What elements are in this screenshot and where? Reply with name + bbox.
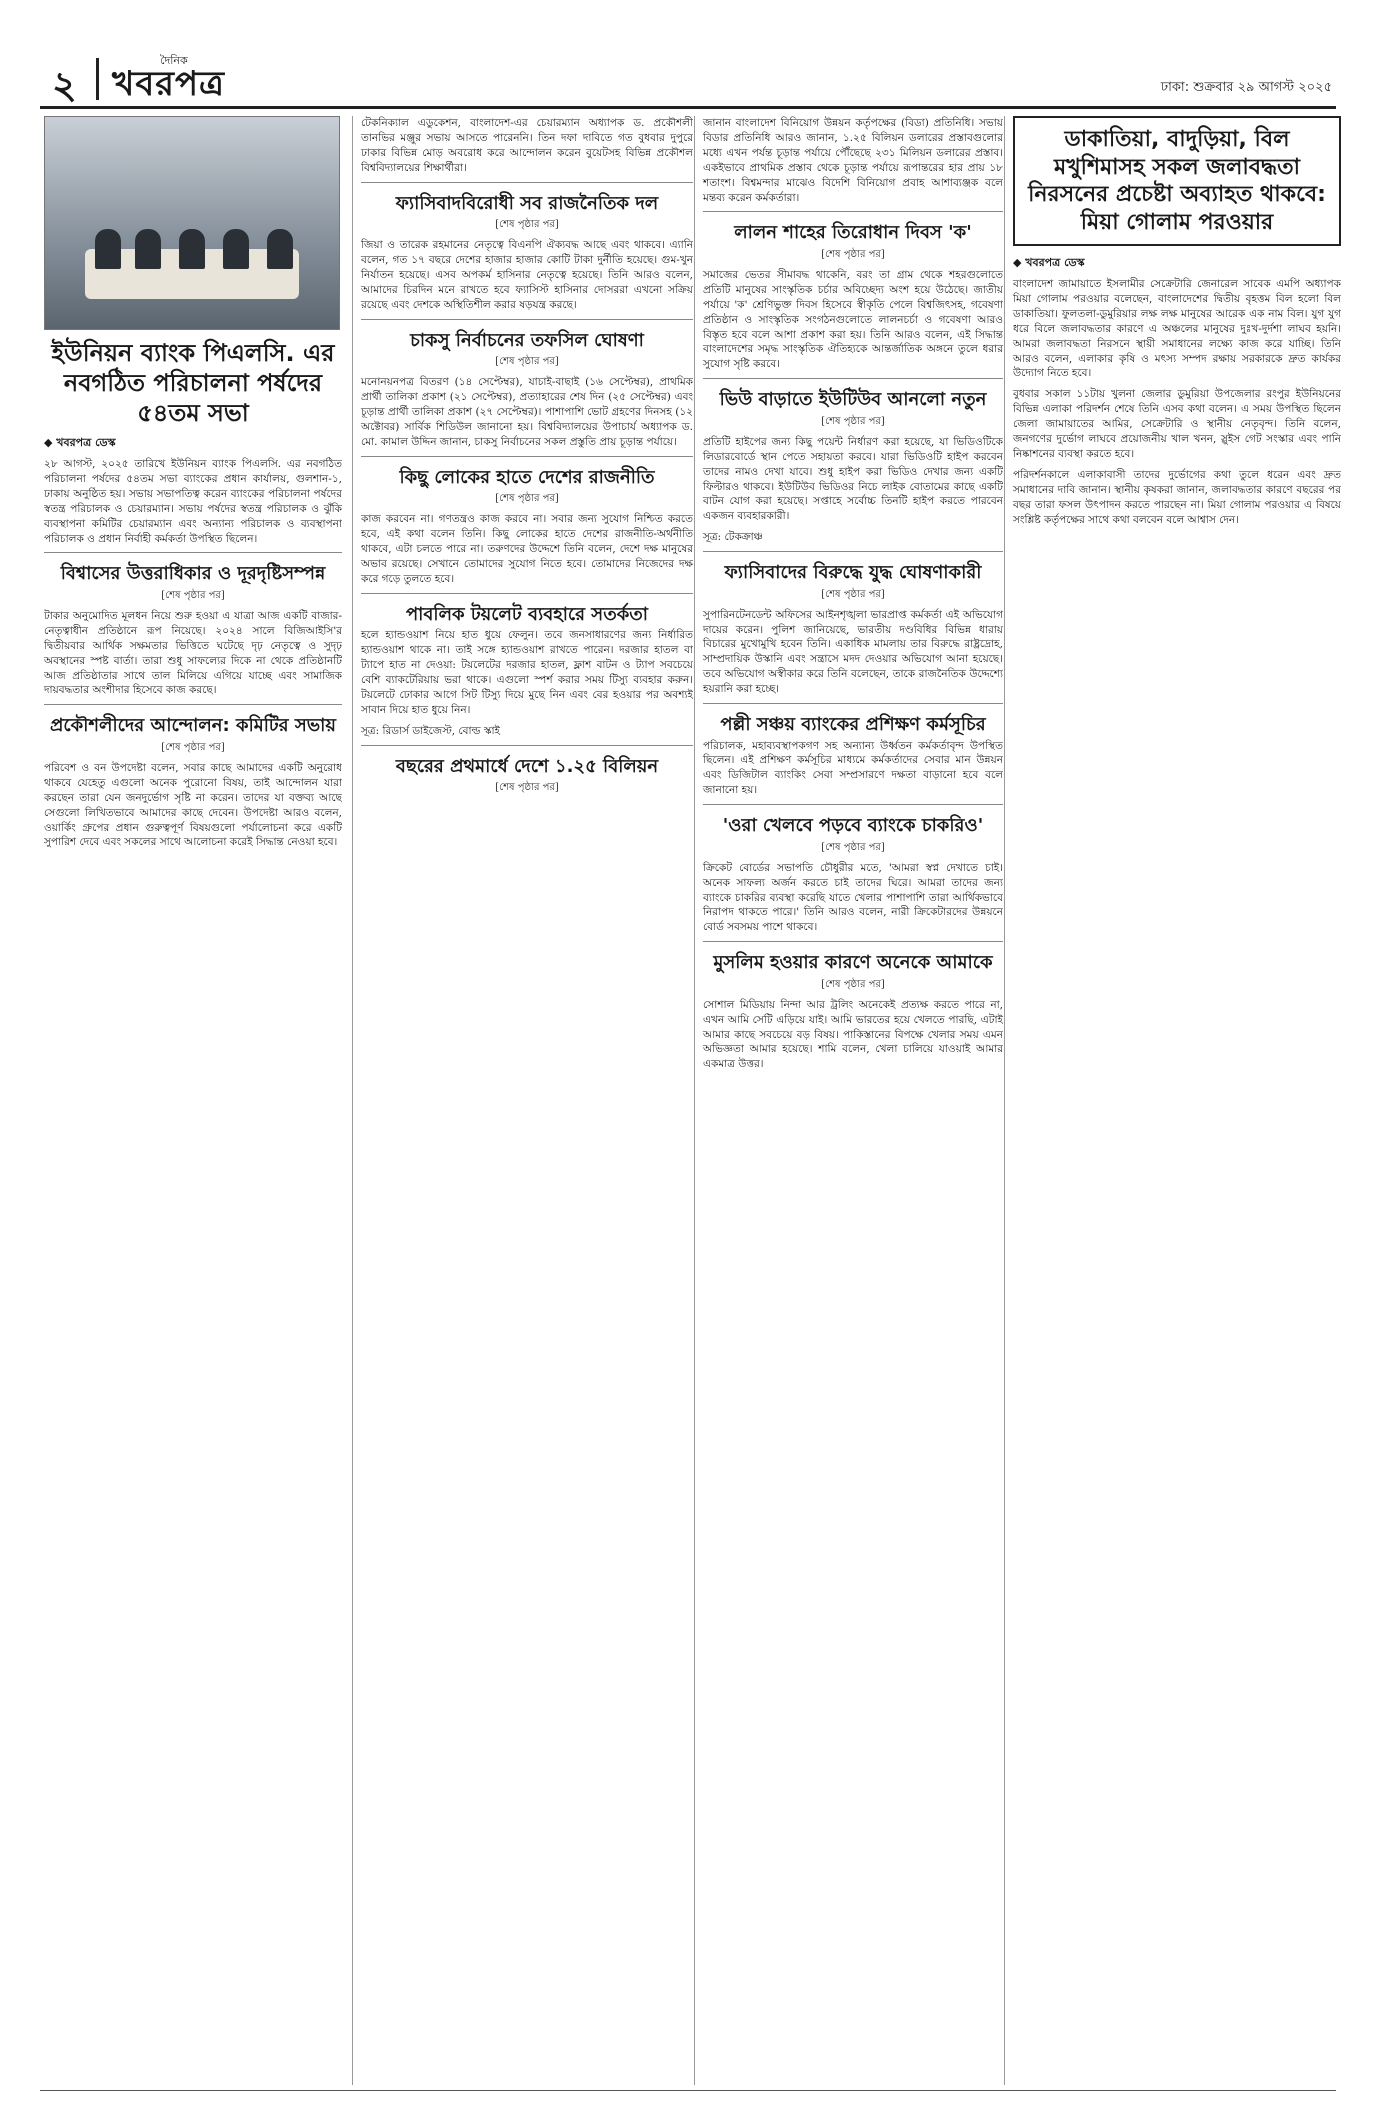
war-body: সুপারিনটেনডেন্ট অফিসের আইনশৃঙ্খলা ভারপ্রাপ্ত কর্মকর্তা এই অভিযোগ দায়ের করেন। পুলিশ জানিয়েছে, ভারতীয় দণ্ডবিধির বিভিন্ন ধারায় বিচারের মুখোমুখি হবেন তিনি। একাধিক মামলায় তার বিরুদ্ধে রাষ্ট্রদ্রোহ, সাম্প্রদায়িক উস্কানি এবং সন্ত্রাসে মদদ দেওয়ার অভিযোগ আনা হয়েছে। তবে অভিযোগ অস্বীকার করে তিনি বলেছেন, তাকে রাজনৈতিক উদ্দেশ্যে হয়রানি করা হচ্ছে। — [703, 608, 1003, 696]
divider — [703, 551, 1003, 552]
remittance-continued: [শেষ পৃষ্ঠার পর] — [495, 782, 559, 794]
muslim-continued: [শেষ পৃষ্ঠার পর] — [821, 978, 885, 990]
fascism-intro: টেকনিক্যাল এডুকেশন, বাংলাদেশ-এর চেয়ারম্যান অধ্যাপক ড. প্রকৌশলী তানভির মঞ্জুর সভায় আসতে পারেননি। তিন দফা দাবিতে গত বুধবার দুপুরে ঢাকার বিভিন্ন মোড় অবরোধ করে আন্দোলন করেন বুয়েটসহ বিভিন্ন প্রকৌশল বিশ্ববিদ্যালয়ের শিক্ষার্থীরা। — [361, 117, 693, 174]
divider — [361, 182, 693, 183]
mia-headline-box — [1013, 116, 1341, 246]
muslim-body: সোশাল মিডিয়ায় নিন্দা আর ট্রলিং অনেকেই প্রত্যক্ষ করতে পারে না, এখন আমি সেটি এড়িয়ে যাই। আমি ভারতের হয়ে খেলতে পারছি, এটাই আমার কাছে সবচেয়ে বড় বিষয়। পাকিস্তানের বিপক্ষে খেলার সময় এমন অভিজ্ঞতা আমার হয়েছে। শামি বলেন, খেলা চালিয়ে যাওয়াই আমার একমাত্র উত্তর। — [703, 998, 1003, 1071]
divider — [361, 593, 693, 594]
masthead-divider — [96, 58, 99, 100]
engineers-continued: [শেষ পৃষ্ঠার পর] — [161, 741, 225, 753]
photo-person — [267, 229, 293, 269]
photo-person — [179, 229, 205, 269]
youtube-headline[interactable]: ভিউ বাড়াতে ইউটিউব আনলো নতুন — [719, 389, 987, 411]
divider — [703, 941, 1003, 942]
dateline: ঢাকা: শুক্রবার ২৯ আগস্ট ২০২৫ — [1160, 80, 1332, 95]
divider — [703, 703, 1003, 704]
meeting-photo — [44, 116, 340, 330]
trust-headline[interactable]: বিশ্বাসের উত্তরাধিকার ও দূরদৃষ্টিসম্পন্ন — [60, 563, 326, 585]
lalon-continued: [শেষ পৃষ্ঠার পর] — [821, 248, 885, 260]
divider — [703, 378, 1003, 379]
wara-continued: [শেষ পৃষ্ঠার পর] — [821, 841, 885, 853]
trust-continued: [শেষ পৃষ্ঠার পর] — [161, 589, 225, 601]
ucb-headline[interactable]: ইউনিয়ন ব্যাংক পিএলসি. এর নবগঠিত পরিচালনা পর্ষদের ৫৪তম সভা — [51, 339, 335, 427]
palli-headline[interactable]: পল্লী সঞ্চয় ব্যাংকের প্রশিক্ষণ কর্মসূচির — [720, 714, 986, 736]
toilet-body: হলে হ্যান্ডওয়াশ নিয়ে হাত ধুয়ে ফেলুন। তবে জনসাধারণের জন্য নির্ধারিত হ্যান্ডওয়াশ থাকে না। তাই সঙ্গে হ্যান্ডওয়াশ রাখতে পারেন। দরজার হাতল বা ট্যাপে হাত না দেওয়া: টয়লেটের দরজার হাতল, ফ্লাশ বাটন ও ট্যাপ সবচেয়ে বেশি ব্যাকটেরিয়ায় ভরা থাকে। এগুলো স্পর্শ করার সময় টিস্যু ব্যবহার করুন। টয়লেটে ঢোকার আগে সিট টিস্যু দিয়ে মুছে নিন এবং বের হওয়ার পর অবশ্যই সাবান দিয়ে হাত ধুয়ে নিন। — [361, 629, 693, 716]
remittance-headline[interactable]: বছরের প্রথমার্ধে দেশে ১.২৫ বিলিয়ন — [395, 755, 659, 777]
divider — [703, 804, 1003, 805]
divider — [44, 704, 342, 705]
war-continued: [শেষ পৃষ্ঠার পর] — [821, 588, 885, 600]
divider — [361, 745, 693, 746]
page-number: ২ — [52, 63, 77, 107]
mia-headline[interactable]: ডাকাতিয়া, বাদুড়িয়া, বিল মখুশিমাসহ সকল জলাবদ্ধতা নিরসনের প্রচেষ্টা অব্যাহত থাকবে: মিয়া গোলাম পরওয়ার — [1028, 127, 1326, 235]
muslim-headline[interactable]: মুসলিম হওয়ার কারণে অনেকে আমাকে — [713, 952, 993, 974]
lalon-headline[interactable]: লালন শাহের তিরোধান দিবস 'ক' — [734, 222, 972, 244]
chakshu-headline[interactable]: চাকসু নির্বাচনের তফসিল ঘোষণা — [410, 329, 644, 351]
war-headline[interactable]: ফ্যাসিবাদের বিরুদ্ধে যুদ্ধ ঘোষণাকারী — [724, 562, 982, 584]
engineers-headline[interactable]: প্রকৌশলীদের আন্দোলন: কমিটির সভায় — [50, 715, 336, 737]
toilet-source: সূত্র: রিডার্স ডাইজেস্ট, বোল্ড স্কাই — [361, 724, 500, 737]
column-2 — [352, 116, 693, 2085]
mia-desk: ◆ খবরপত্র ডেস্ক — [1013, 256, 1085, 269]
engineers-body: পরিবেশ ও বন উপদেষ্টা বলেন, সবার কাছে আমাদের একটি অনুরোধ থাকবে যেহেতু এগুলো অনেক পুরোনো বিষয়, তাই আন্দোলন যারা করছেন তারা যেন জনদুর্ভোগ সৃষ্টি না করেন। তাদের যা বক্তব্য আছে সেগুলো লিখিতভাবে আমাদের কাছে দেবেন। উপদেষ্টা আরও বলেন, ওয়ার্কিং গ্রুপের প্রধান গুরুত্বপূর্ণ বিষয়গুলো পর্যালোচনা করে একটি সুপারিশ দেবে এবং সকলের সাথে আলোচনা করেই সিদ্ধান্ত নেওয়া হবে। — [44, 761, 342, 849]
toilet-headline[interactable]: পাবলিক টয়লেট ব্যবহারে সতর্কতা — [405, 603, 649, 625]
divider — [703, 211, 1003, 212]
divider — [361, 319, 693, 320]
mia-body-3: পরিদর্শনকালে এলাকাবাসী তাদের দুর্ভোগের কথা তুলে ধরেন এবং দ্রুত সমাধানের দাবি জানান। স্থানীয় কৃষকরা জানান, জলাবদ্ধতার কারণে বছরের পর বছর তারা ফসল উৎপাদন করতে পারছেন না। মিয়া গোলাম পরওয়ার এ বিষয়ে সংশ্লিষ্ট কর্তৃপক্ষের সাথে কথা বলবেন বলে আশ্বাস দেন। — [1013, 468, 1341, 526]
politics-continued: [শেষ পৃষ্ঠার পর] — [495, 493, 559, 505]
youtube-continued: [শেষ পৃষ্ঠার পর] — [821, 415, 885, 427]
chakshu-continued: [শেষ পৃষ্ঠার পর] — [495, 356, 559, 368]
column-3 — [694, 116, 1003, 2085]
divider — [44, 552, 342, 553]
trust-body: টাকার অনুমোদিত মূলধন নিয়ে শুরু হওয়া এ যাত্রা আজ একটি বাজার-নেতৃত্বাধীন প্রতিষ্ঠানে রূপ নিয়েছে। ২০২৪ সালে বিজিআইসি'র দ্বিতীয়বার আর্থিক সক্ষমতার ভিত্তিতে ঘটেছে দৃঢ় নেতৃত্বে ও সুদৃঢ় অবস্থানের স্পষ্ট বার্তা। তারা শুধু সাফল্যের দিকে না থেকে প্রতিষ্ঠানটি আজ প্রতিষ্ঠাতার সাথে তাল মিলিয়ে এগিয়ে যাচ্ছে এবং সামাজিক দায়বদ্ধতার অংশীদার হিসেবে কাজ করছে। — [44, 609, 342, 697]
mia-body-2: বুধবার সকাল ১১টায় খুলনা জেলার ডুমুরিয়া উপজেলার রংপুর ইউনিয়নের বিভিন্ন এলাকা পরিদর্শন শেষে তিনি এসব কথা বলেন। এ সময় উপস্থিত ছিলেন জেলা জামায়াতের আমির, সেক্রেটারি ও স্থানীয় নেতৃবৃন্দ। তিনি বলেন, জনগণের দুর্ভোগ লাঘবে প্রয়োজনীয় খাল খনন, স্লুইস গেট সংস্কার এবং পানি নিষ্কাশনের ব্যবস্থা করতে হবে। — [1013, 388, 1341, 460]
wara-body: ক্রিকেট বোর্ডের সভাপতি চৌধুরীর মতে, 'আমরা স্বপ্ন দেখাতে চাই। অনেক সাফল্য অর্জন করতে চাই তাদের ঘিরে। আমরা তাদের জন্য ব্যাংকে চাকরির ব্যবস্থা করেছি যাতে খেলার পাশাপাশি তারা আর্থিকভাবে নিরাপদ থাকতে পারে।' তিনি আরও বলেন, নারী ক্রিকেটারদের উন্নয়নে বোর্ড সবসময় পাশে থাকবে। — [703, 861, 1003, 934]
fascism-continued: [শেষ পৃষ্ঠার পর] — [495, 219, 559, 231]
column-1 — [44, 116, 342, 2085]
chakshu-body: মনোনয়নপত্র বিতরণ (১৪ সেপ্টেম্বর), যাচাই-বাছাই (১৬ সেপ্টেম্বর), প্রাথমিক প্রার্থী তালিকা প্রকাশ (২১ সেপ্টেম্বর), প্রত্যাহারের শেষ দিন (২৫ সেপ্টেম্বর) এবং চূড়ান্ত প্রার্থী তালিকা প্রকাশ (২৭ সেপ্টেম্বর)। পাশাপাশি ভোট গ্রহণের দিনসহ (১২ অক্টোবর) সার্বিক শিডিউল জানানো হয়। বিশ্ববিদ্যালয়ের উপাচার্য অধ্যাপক ড. মো. কামাল উদ্দিন জানান, চাকসু নির্বাচনের সকল প্রস্তুতি প্রায় চূড়ান্ত পর্যায়ে। — [361, 376, 693, 448]
fascism-body: জিয়া ও তারেক রহমানের নেতৃত্বে বিএনপি ঐক্যবদ্ধ আছে এবং থাকবে। এ্যানি বলেন, গত ১৭ বছরে দেশের হাজার হাজার কোটি টাকা দুর্নীতি হয়েছে। গুম-খুন নির্যাতন হয়েছে। এসব অপকর্ম হাসিনার নেতৃত্বে হয়েছে। তিনি আরও বলেন, আমাদের চিরদিন মনে রাখতে হবে ফ্যাসিস্ট হাসিনার দোসররা এখনো সক্রিয় রয়েছে এবং দেশকে অস্থিতিশীল করার ষড়যন্ত্র করছে। — [361, 239, 693, 311]
column-4 — [1004, 116, 1341, 2085]
fascism-headline[interactable]: ফ্যাসিবাদবিরোধী সব রাজনৈতিক দল — [395, 192, 659, 214]
youtube-body: প্রতিটি হাইপের জন্য কিছু পয়েন্ট নির্ধারণ করা হয়েছে, যা ভিডিওটিকে লিডারবোর্ডে স্থান পেতে সহায়তা করবে। যারা ভিডিওটি হাইপ করবেন তাদের নামও দেখা যাবে। শুধু হাইপ করা ভিডিও দেখার জন্য একটি ফিল্টারও থাকবে। ইউটিউব ভিডিওর নিচে লাইক বোতামের কাছে একটি বাটন যোগ করা হয়েছে। সপ্তাহে সর্বোচ্চ তিনটি হাইপ করতে পারবেন একজন ব্যবহারকারী। — [703, 435, 1003, 523]
ucb-desk: ◆ খবরপত্র ডেস্ক — [44, 436, 116, 449]
wara-headline[interactable]: 'ওরা খেলবে পড়বে ব্যাংকে চাকরিও' — [722, 815, 984, 837]
photo-person — [223, 229, 249, 269]
paper-name: খবরপত্র — [112, 64, 226, 104]
mia-body: বাংলাদেশ জামায়াতে ইসলামীর সেক্রেটারি জেনারেল সাবেক এমপি অধ্যাপক মিয়া গোলাম পরওয়ার বলেছেন, বাংলাদেশের দ্বিতীয় বৃহত্তম বিল হলো বিল ডাকাতিয়া। ফুলতলা-ডুমুরিয়ার লক্ষ লক্ষ মানুষের আরেক এক নাম বিল। যুগ যুগ ধরে বিলে জলাবদ্ধতার কারণে এ অঞ্চলের মানুষের দুঃখ-দুর্দশা লাঘব হয়নি। আমরা জলাবদ্ধতা নিরসনে স্থায়ী সমাধানের লক্ষ্যে কাজ করে যাচ্ছি। তিনি আরও বলেন, এলাকার কৃষি ও মৎস্য সম্পদ রক্ষায় সরকারকে দ্রুত কার্যকর উদ্যোগ নিতে হবে। — [1013, 278, 1341, 380]
masthead — [40, 52, 1336, 109]
palli-body: পরিচালক, মহাব্যবস্থাপকগণ সহ অন্যান্য উর্ধ্বতন কর্মকর্তাবৃন্দ উপস্থিত ছিলেন। এই প্রশিক্ষণ কর্মসূচির মাধ্যমে কর্মকর্তাদের সেবার মান উন্নয়ন এবং ডিজিটাল ব্যাংকিং সেবা সম্প্রসারণে দক্ষতা বাড়ানো হবে বলে জানানো হয়। — [703, 739, 1003, 797]
divider — [361, 456, 693, 457]
photo-person — [135, 229, 161, 269]
paper-tag: দৈনিক — [160, 54, 188, 67]
ucb-body: ২৮ আগস্ট, ২০২৫ তারিখে ইউনিয়ন ব্যাংক পিএলসি. এর নবগঠিত পরিচালনা পর্ষদের ৫৪তম সভা ব্যাংকের প্রধান কার্যালয়, গুলশান-১, ঢাকায় অনুষ্ঠিত হয়। সভায় সভাপতিত্ব করেন ব্যাংকের পরিচালনা পর্ষদের স্বতন্ত্র পরিচালক ও চেয়ারম্যান। সভায় পর্ষদের স্বতন্ত্র পরিচালক ও ঝুঁকি ব্যবস্থাপনা কমিটির চেয়ারম্যান এবং অন্যান্য পরিচালক ও ব্যবস্থাপনা পরিচালক ও প্রধান নির্বাহী কর্মকর্তা উপস্থিত ছিলেন। — [44, 458, 342, 545]
politics-body: কাজ করবেন না। গণতন্ত্রও কাজ করবে না। সবার জন্য সুযোগ নিশ্চিত করতে হবে, এই কথা বলেন তিনি। কিছু লোকের হাতে দেশের রাজনীতি-অর্থনীতি থাকবে, এটা চলতে পারে না। তরুণদের উদ্দেশে তিনি বলেন, দেশে দক্ষ মানুষের অভাব রয়েছে। সেখানে তোমাদের সুযোগ নিতে হবে। তোমাদের নিজেদের দক্ষ করে গড়ে তুলতে হবে। — [361, 513, 693, 585]
youtube-source: সূত্র: টেকক্রাঞ্চ — [703, 531, 763, 544]
photo-person — [95, 229, 121, 269]
politics-headline[interactable]: কিছু লোকের হাতে দেশের রাজনীতি — [399, 466, 655, 488]
footer-rule — [40, 2090, 1336, 2091]
lalon-body: সমাজের ভেতর সীমাবদ্ধ থাকেনি, বরং তা গ্রাম থেকে শহরগুলোতে প্রতিটি মানুষের সাংস্কৃতিক চর্চার অবিচ্ছেদ্য অংশ হয়ে উঠেছে। জাতীয় পর্যায়ে 'ক' শ্রেণিভুক্ত দিবস হিসেবে স্বীকৃতি পেলে বিশ্বজিৎসহ, গবেষণা প্রতিষ্ঠান ও সাংস্কৃতিক সংগঠনগুলোতে লালনচর্চা ও গবেষণা আরও বিস্তৃত হবে বলে আশা প্রকাশ করা হয়। তিনি আরও বলেন, এই সিদ্ধান্ত বাংলাদেশের সমৃদ্ধ সাংস্কৃতিক ঐতিহ্যকে আন্তর্জাতিক অঙ্গনে তুলে ধরার সুযোগ সৃষ্টি করবে। — [703, 268, 1003, 371]
remittance-body: জানান বাংলাদেশ বিনিয়োগ উন্নয়ন কর্তৃপক্ষের (বিডা) প্রতিনিধি। সভায় বিডার প্রতিনিধি আরও জানান, ১.২৫ বিলিয়ন ডলারের প্রস্তাবগুলোর মধ্যে এখন পর্যন্ত চূড়ান্ত পর্যায়ে পৌঁছেছে ২৩১ মিলিয়ন ডলারের প্রস্তাব। একইভাবে প্রাথমিক প্রস্তাব থেকে চূড়ান্ত পর্যায়ে রূপান্তরের হার প্রায় ১৮ শতাংশ। বিশ্বমন্দার মাঝেও বিদেশি বিনিয়োগ প্রবাহ আশাব্যঞ্জক বলে মন্তব্য করেন কর্মকর্তারা। — [703, 117, 1003, 204]
